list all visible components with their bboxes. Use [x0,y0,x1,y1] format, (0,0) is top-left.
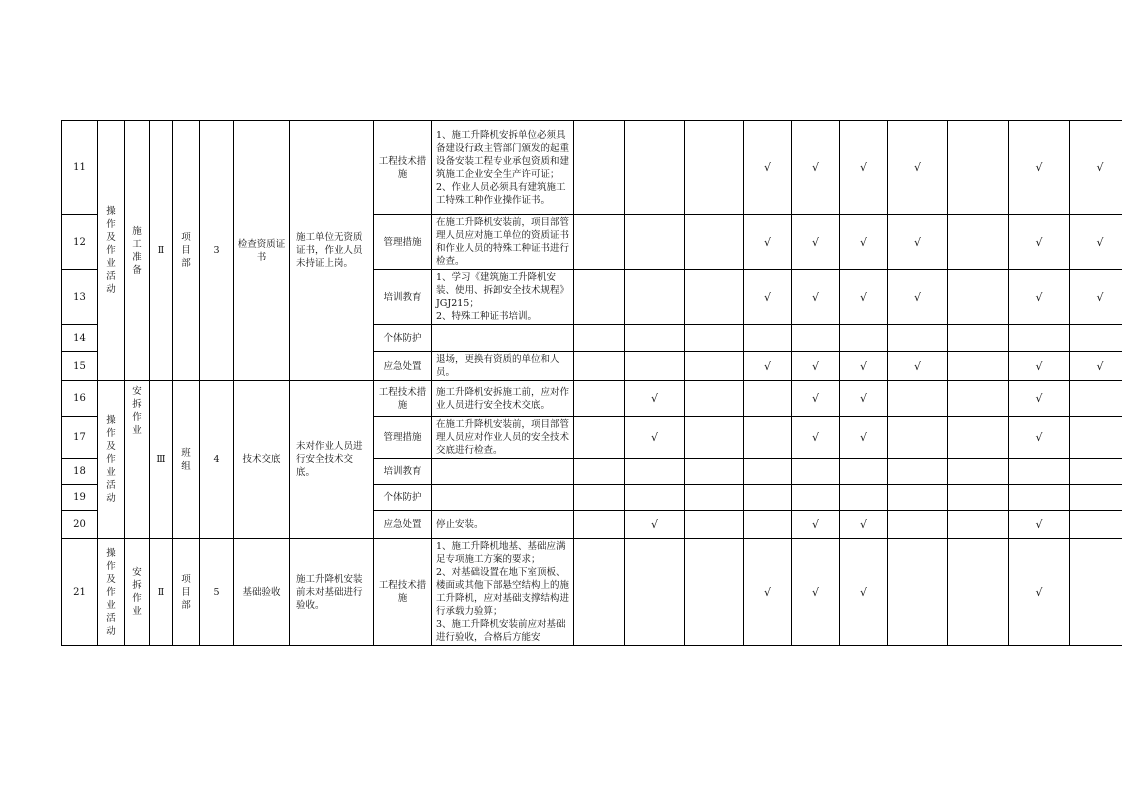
measure-content-cell: 在施工升降机安装前，项目部管理人员应对施工单位的资质证书和作业人员的特殊工种证书进行检查。 [432,215,574,270]
check-cell [685,417,744,459]
row-number-cell: 16 [62,381,98,417]
check-cell: √ [840,511,888,539]
check-cell [840,459,888,485]
check-cell [948,459,1009,485]
check-cell [574,511,625,539]
check-cell [888,459,948,485]
check-cell: √ [888,215,948,270]
row-number-cell: 14 [62,325,98,352]
check-cell [574,352,625,381]
measure-content-cell [432,485,574,511]
check-cell [1009,459,1070,485]
measure-type-cell: 培训教育 [374,459,432,485]
check-cell: √ [1009,352,1070,381]
check-cell [744,381,792,417]
check-cell [948,352,1009,381]
row-number-cell: 15 [62,352,98,381]
check-cell: √ [792,417,840,459]
check-cell [625,270,685,325]
check-cell [792,459,840,485]
measure-type-cell: 工程技术措施 [374,539,432,646]
check-cell: √ [625,417,685,459]
check-cell: √ [840,381,888,417]
risk-description-cell: 施工升降机安装前未对基础进行验收。 [290,539,374,646]
check-cell [888,485,948,511]
subcategory-cell-text: 安拆作业 [132,386,142,436]
subcategory-cell [125,539,150,646]
check-cell: √ [1070,215,1122,270]
check-cell [625,121,685,215]
risk-description-cell: 未对作业人员进行安全技术交底。 [290,381,374,539]
row-number-cell: 20 [62,511,98,539]
measure-type-cell: 个体防护 [374,485,432,511]
check-cell [948,511,1009,539]
subcategory-cell-text: 施工准备 [132,225,142,276]
check-cell [1070,417,1122,459]
measure-content-cell: 在施工升降机安装前，项目部管理人员应对作业人员的安全技术交底进行检查。 [432,417,574,459]
check-cell: √ [1070,270,1122,325]
check-cell: √ [744,352,792,381]
check-cell [574,459,625,485]
category-cell-text: 操作及作业活动 [106,415,116,504]
check-cell: √ [792,270,840,325]
item-number-cell: 3 [200,121,234,381]
responsible-unit-cell [173,539,200,646]
risk-control-table [61,120,1122,646]
check-cell: √ [744,270,792,325]
check-cell: √ [1070,121,1122,215]
check-cell [948,215,1009,270]
check-cell [625,459,685,485]
check-cell [792,485,840,511]
check-cell [685,381,744,417]
check-cell [1009,485,1070,511]
check-cell: √ [1009,381,1070,417]
check-cell [685,325,744,352]
check-cell [685,459,744,485]
check-cell [1070,325,1122,352]
measure-type-cell: 管理措施 [374,417,432,459]
category-cell [98,539,125,646]
check-cell [1070,539,1122,646]
risk-level-cell: Ⅱ [150,539,173,646]
hazard-item-cell: 基础验收 [234,539,290,646]
hazard-item-cell: 检查资质证书 [234,121,290,381]
check-cell: √ [840,121,888,215]
check-cell [744,485,792,511]
check-cell [574,270,625,325]
item-number-cell: 4 [200,381,234,539]
check-cell [1070,381,1122,417]
table-body [62,121,1122,646]
row-number-cell: 13 [62,270,98,325]
check-cell [625,215,685,270]
check-cell [685,352,744,381]
measure-content-cell: 1、施工升降机地基、基础应满足专项施工方案的要求； 2、对基础设置在地下室顶板、楼面或其他下部悬空结构上的施工升降机，应对基础支撑结构进行承载力验算； 3、施工升降机安装前应对基础进行验收，合格后方能安 [432,539,574,646]
measure-content-cell: 停止安装。 [432,511,574,539]
measure-type-cell: 应急处置 [374,352,432,381]
responsible-unit-cell-text: 项目部 [181,232,191,269]
check-cell [744,459,792,485]
category-cell-text: 操作及作业活动 [106,547,116,637]
category-cell [98,121,125,381]
measure-type-cell: 管理措施 [374,215,432,270]
measure-content-cell: 1、学习《建筑施工升降机安装、使用、拆卸安全技术规程》JGJ215； 2、特殊工种证书培训。 [432,270,574,325]
category-cell-text: 操作及作业活动 [106,206,116,295]
item-number-cell: 5 [200,539,234,646]
check-cell [888,381,948,417]
check-cell: √ [888,121,948,215]
check-cell: √ [625,511,685,539]
check-cell [625,352,685,381]
check-cell: √ [792,215,840,270]
subcategory-cell [125,121,150,381]
measure-content-cell [432,325,574,352]
check-cell [574,325,625,352]
check-cell: √ [1009,270,1070,325]
check-cell: √ [1009,417,1070,459]
measure-type-cell: 个体防护 [374,325,432,352]
risk-level-cell: Ⅲ [150,381,173,539]
check-cell [685,270,744,325]
check-cell [948,270,1009,325]
check-cell: √ [1009,121,1070,215]
check-cell [1070,485,1122,511]
check-cell [792,325,840,352]
check-cell: √ [888,270,948,325]
check-cell [685,539,744,646]
check-cell: √ [840,417,888,459]
measure-content-cell: 退场，更换有资质的单位和人员。 [432,352,574,381]
check-cell [574,121,625,215]
check-cell: √ [888,352,948,381]
check-cell: √ [840,539,888,646]
check-cell: √ [840,215,888,270]
check-cell: √ [840,352,888,381]
check-cell: √ [792,352,840,381]
row-number-cell: 19 [62,485,98,511]
responsible-unit-cell [173,381,200,539]
responsible-unit-cell [173,121,200,381]
measure-type-cell: 工程技术措施 [374,381,432,417]
check-cell [948,381,1009,417]
check-cell [685,511,744,539]
check-cell [888,511,948,539]
check-cell: √ [744,215,792,270]
table-row [62,121,1122,215]
check-cell [625,539,685,646]
check-cell: √ [792,539,840,646]
check-cell [685,485,744,511]
check-cell: √ [1009,511,1070,539]
row-number-cell: 21 [62,539,98,646]
check-cell: √ [744,539,792,646]
table-row [62,539,1122,646]
check-cell [1009,325,1070,352]
check-cell [574,381,625,417]
check-cell: √ [792,381,840,417]
check-cell [948,539,1009,646]
table-row [62,381,1122,417]
check-cell [625,325,685,352]
check-cell [685,121,744,215]
check-cell: √ [1009,539,1070,646]
check-cell [888,539,948,646]
check-cell [744,325,792,352]
check-cell [840,325,888,352]
check-cell: √ [1070,352,1122,381]
check-cell [948,325,1009,352]
measure-content-cell: 施工升降机安拆施工前，应对作业人员进行安全技术交底。 [432,381,574,417]
check-cell: √ [792,121,840,215]
subcategory-cell [125,381,150,539]
check-cell [685,215,744,270]
check-cell [948,417,1009,459]
row-number-cell: 11 [62,121,98,215]
check-cell [1070,511,1122,539]
category-cell [98,381,125,539]
check-cell [744,511,792,539]
check-cell: √ [840,270,888,325]
check-cell [888,325,948,352]
check-cell [625,485,685,511]
check-cell: √ [744,121,792,215]
measure-type-cell: 培训教育 [374,270,432,325]
subcategory-cell-text: 安拆作业 [132,567,142,617]
responsible-unit-cell-text: 班组 [181,447,191,472]
risk-description-cell: 施工单位无资质证书，作业人员未持证上岗。 [290,121,374,381]
risk-level-cell: Ⅱ [150,121,173,381]
check-cell [1070,459,1122,485]
measure-content-cell: 1、施工升降机安拆单位必须具备建设行政主管部门颁发的起重设备安装工程专业承包资质和建筑施工企业安全生产许可证； 2、作业人员必须具有建筑施工工特殊工种作业操作证书。 [432,121,574,215]
check-cell [948,121,1009,215]
check-cell [948,485,1009,511]
measure-type-cell: 应急处置 [374,511,432,539]
row-number-cell: 18 [62,459,98,485]
check-cell: √ [625,381,685,417]
row-number-cell: 12 [62,215,98,270]
row-number-cell: 17 [62,417,98,459]
check-cell: √ [792,511,840,539]
check-cell: √ [1009,215,1070,270]
check-cell [574,539,625,646]
check-cell [574,485,625,511]
check-cell [574,215,625,270]
check-cell [840,485,888,511]
check-cell [744,417,792,459]
measure-type-cell: 工程技术措施 [374,121,432,215]
hazard-item-cell: 技术交底 [234,381,290,539]
check-cell [574,417,625,459]
measure-content-cell [432,459,574,485]
check-cell [888,417,948,459]
responsible-unit-cell-text: 项目部 [181,573,191,611]
